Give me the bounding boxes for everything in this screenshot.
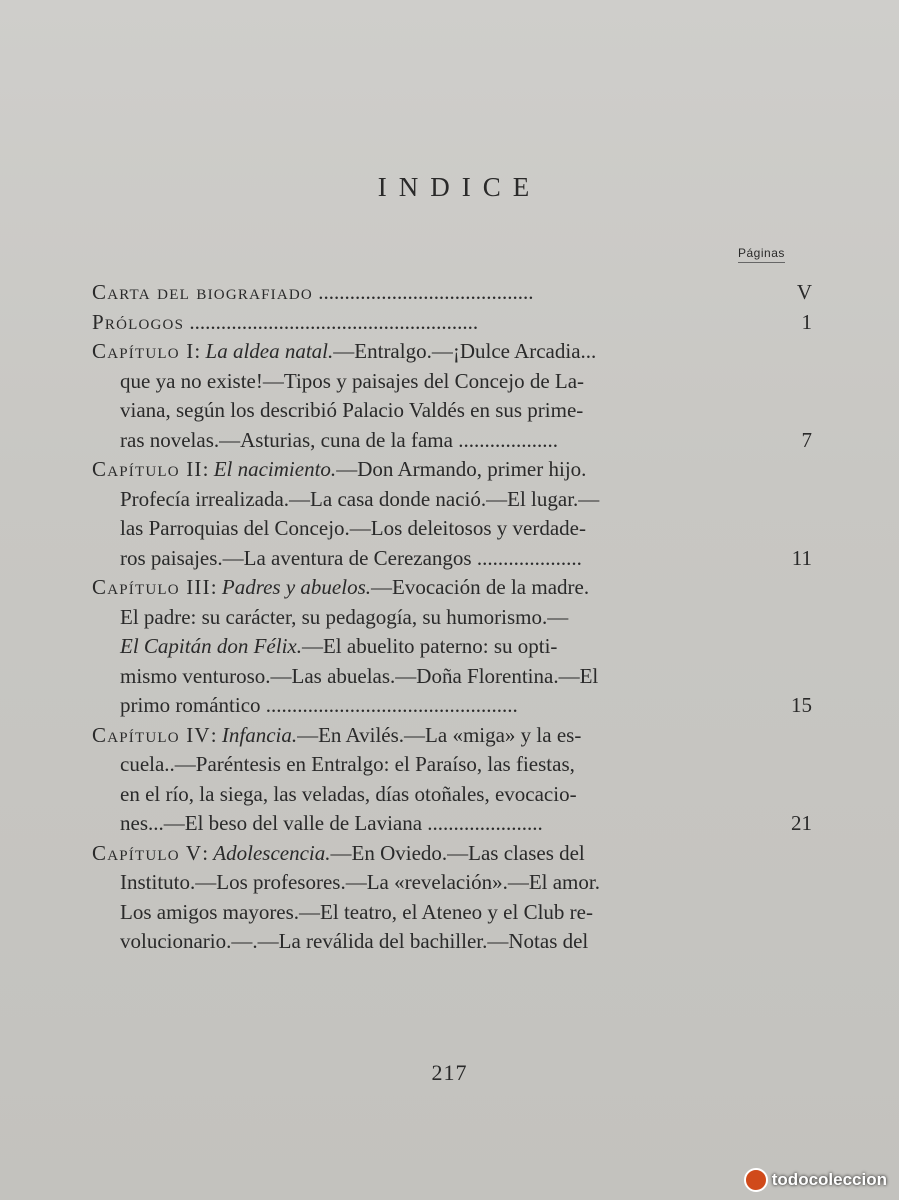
chapter-label: Capítulo I [92, 339, 195, 363]
entry-text: —En Avilés.—La «miga» y la es- [297, 722, 582, 747]
toc-entry-line [92, 809, 812, 839]
watermark-text: todocoleccion [771, 1170, 887, 1189]
toc-entry [92, 337, 812, 455]
toc-entry-line [92, 573, 812, 603]
chapter-title: La aldea natal. [205, 339, 334, 363]
toc-entry [92, 721, 812, 839]
toc-entry-line [92, 337, 812, 367]
toc-page-number: 21 [791, 811, 812, 835]
entry-text: las Parroquias del Concejo.—Los deleitosos y verdade- [120, 516, 586, 540]
entry-text: en el río, la siega, las veladas, días otoñales, evocacio- [120, 781, 577, 806]
toc-entry [92, 308, 812, 338]
toc-entry-line [92, 455, 812, 485]
chapter-title: Adolescencia. [213, 840, 331, 865]
chapter-title: El Capitán don Félix. [120, 634, 302, 658]
entry-text: Profecía irrealizada.—La casa donde nació.—El lugar.— [120, 486, 600, 511]
table-of-contents [92, 278, 812, 957]
toc-entry-line [92, 721, 812, 751]
entry-text: —Entralgo.—¡Dulce Arcadia... [333, 339, 597, 363]
toc-entry-line [92, 278, 812, 308]
entry-text: : [194, 339, 206, 363]
toc-page-number: 1 [801, 309, 812, 334]
watermark-logo-icon [744, 1168, 768, 1192]
toc-page-number: 11 [791, 545, 812, 570]
chapter-label: Carta del biografiado [92, 280, 313, 304]
entry-text: nes...—El beso del valle de Laviana ...................... [120, 811, 543, 835]
chapter-title: El nacimiento. [213, 457, 337, 481]
chapter-label: Prólogos [92, 309, 185, 334]
entry-text: mismo venturoso.—Las abuelas.—Doña Florentina.—El [120, 663, 599, 688]
entry-text: Instituto.—Los profesores.—La «revelación».—El amor. [120, 870, 600, 894]
toc-entry [92, 278, 812, 308]
toc-entry-line [92, 691, 812, 721]
entry-text: ......................................... [312, 280, 534, 304]
toc-entry-line [92, 603, 812, 633]
toc-page-number: V [796, 280, 812, 304]
entry-text: —El abuelito paterno: su opti- [301, 634, 558, 658]
page-title: INDICE [377, 172, 542, 202]
toc-entry-line [92, 308, 812, 338]
entry-text: que ya no existe!—Tipos y paisajes del Concejo de La- [120, 368, 585, 393]
chapter-label: Capítulo IV [92, 722, 211, 747]
entry-text: cuela..—Paréntesis en Entralgo: el Paraíso, las fiestas, [120, 752, 575, 776]
toc-page-number: 7 [801, 427, 812, 452]
entry-text: : [210, 722, 222, 747]
toc-entry-line [92, 927, 812, 957]
entry-text: —Evocación de la madre. [371, 575, 590, 599]
toc-entry-line [92, 868, 812, 898]
toc-entry-line [92, 750, 812, 780]
toc-entry-line [92, 898, 812, 928]
chapter-label: Capítulo II [92, 457, 203, 481]
watermark [744, 1168, 887, 1192]
toc-entry [92, 455, 812, 573]
toc-entry-line [92, 632, 812, 662]
toc-entry [92, 573, 812, 721]
pages-column-header: Páginas [738, 246, 785, 263]
entry-text: El padre: su carácter, su pedagogía, su humorismo.— [120, 604, 569, 629]
entry-text: : [210, 575, 222, 599]
entry-text: ros paisajes.—La aventura de Cerezangos .................... [120, 545, 582, 570]
chapter-label: Capítulo III [92, 575, 211, 599]
toc-page-number: 15 [791, 693, 812, 717]
toc-entry-line [92, 485, 812, 515]
toc-entry-line [92, 544, 812, 574]
entry-text: : [202, 840, 214, 865]
toc-entry-line [92, 367, 812, 397]
chapter-label: Capítulo V [92, 840, 203, 865]
entry-text: ras novelas.—Asturias, cuna de la fama ................... [120, 427, 558, 452]
toc-entry-line [92, 780, 812, 810]
entry-text: primo romántico ................................................ [120, 693, 518, 717]
entry-text: ....................................................... [184, 309, 479, 334]
toc-entry-line [92, 839, 812, 869]
entry-text: viana, según los describió Palacio Valdés en sus prime- [120, 398, 584, 422]
toc-entry [92, 839, 812, 957]
chapter-title: Infancia. [221, 722, 298, 747]
entry-text: —Don Armando, primer hijo. [336, 457, 587, 481]
entry-text: —En Oviedo.—Las clases del [330, 840, 585, 865]
chapter-title: Padres y abuelos. [221, 575, 372, 599]
toc-entry-line [92, 514, 812, 544]
toc-entry-line [92, 396, 812, 426]
toc-entry-line [92, 426, 812, 456]
entry-text: : [202, 457, 214, 481]
entry-text: Los amigos mayores.—El teatro, el Ateneo y el Club re- [120, 899, 593, 924]
page-number: 217 [431, 1060, 468, 1085]
entry-text: volucionario.—.—La reválida del bachiller.—Notas del [120, 929, 589, 953]
toc-entry-line [92, 662, 812, 692]
